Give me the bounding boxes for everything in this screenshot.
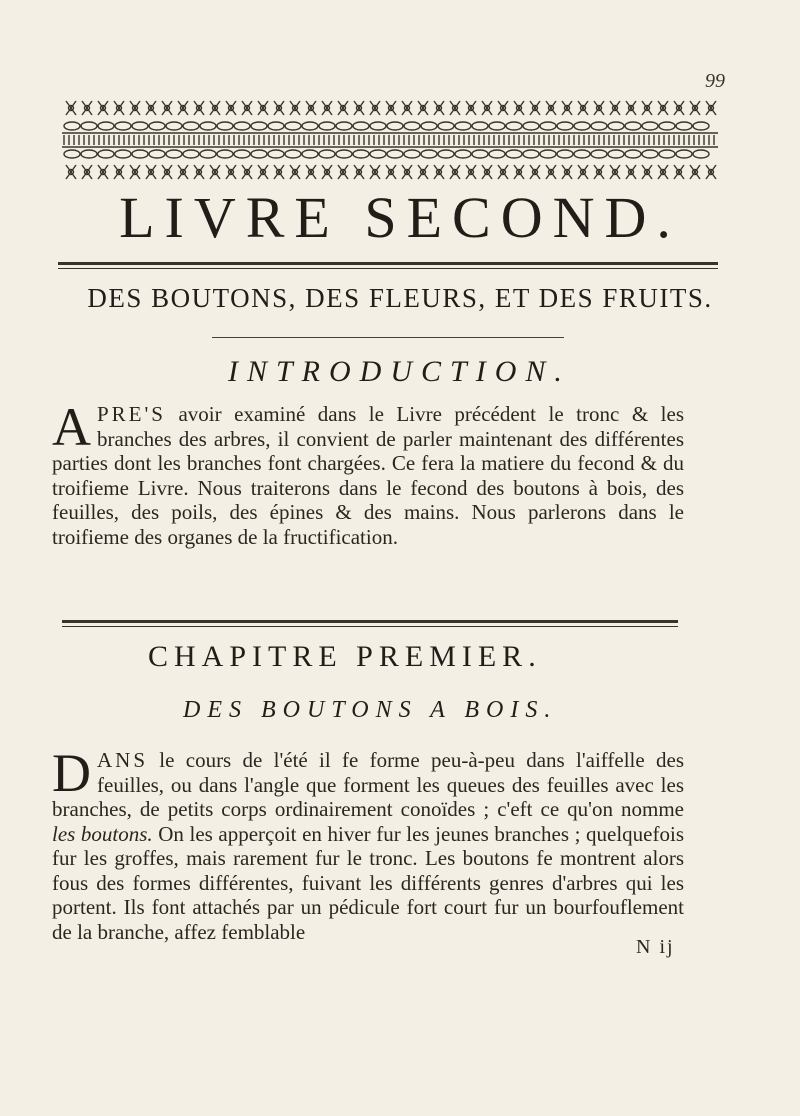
decorative-headpiece [60,98,720,184]
dropcap-a: A [52,397,91,457]
introduction-paragraph [52,397,684,549]
chapter-text-start: le cours de l'été il fe forme peu-à-peu dans l'aiffelle des feuilles, ou dans l'angle que forment les queues des feuilles avec les branches, de petits corps ordinairement conoïdes ; c'eft ce qu'on nomme [52,748,684,821]
introduction-text: avoir examiné dans le Livre précédent le tronc & les branches des arbres, il convient de parler maintenant des différentes parties dont les branches font chargées. Ce fera la matiere du fecond & du troifieme Livre. Nous traiterons dans le fecond des boutons à bois, des feuilles, des poils, des épines & des mains. Nous parlerons dans le troifieme des organes de la fructification. [52,402,684,549]
page-number: 99 [705,70,725,92]
chapter-heading: CHAPITRE PREMIER. [148,640,542,673]
introduction-heading: INTRODUCTION. [228,355,571,388]
chapter-italic-term: les boutons. [52,821,153,846]
title-divider [58,262,718,265]
dropcap-d: D [52,743,91,803]
introduction-first-word: PRE'S [97,402,166,426]
chapter-paragraph [52,743,684,944]
chapter-text-end: On les apperçoit en hiver fur les jeunes branches ; quelquefois fur les groffes, mais rarement fur le tronc. Les boutons fe montrent alors fous des formes différentes, fuivant les différents genres d'arbres qui les portent. Ils font attachés par un pédicule fort court fur un bourfouflement de la branche, affez femblable [52,821,684,944]
signature-mark: N ij [636,936,675,958]
chapter-first-word: ANS [97,748,149,772]
chapter-subheading: DES BOUTONS A BOIS. [183,697,558,723]
subtitle-divider [212,337,564,338]
book-title: LIVRE SECOND. [119,185,681,250]
chapter-divider [62,620,678,623]
book-subtitle: DES BOUTONS, DES FLEURS, ET DES FRUITS. [87,283,713,313]
